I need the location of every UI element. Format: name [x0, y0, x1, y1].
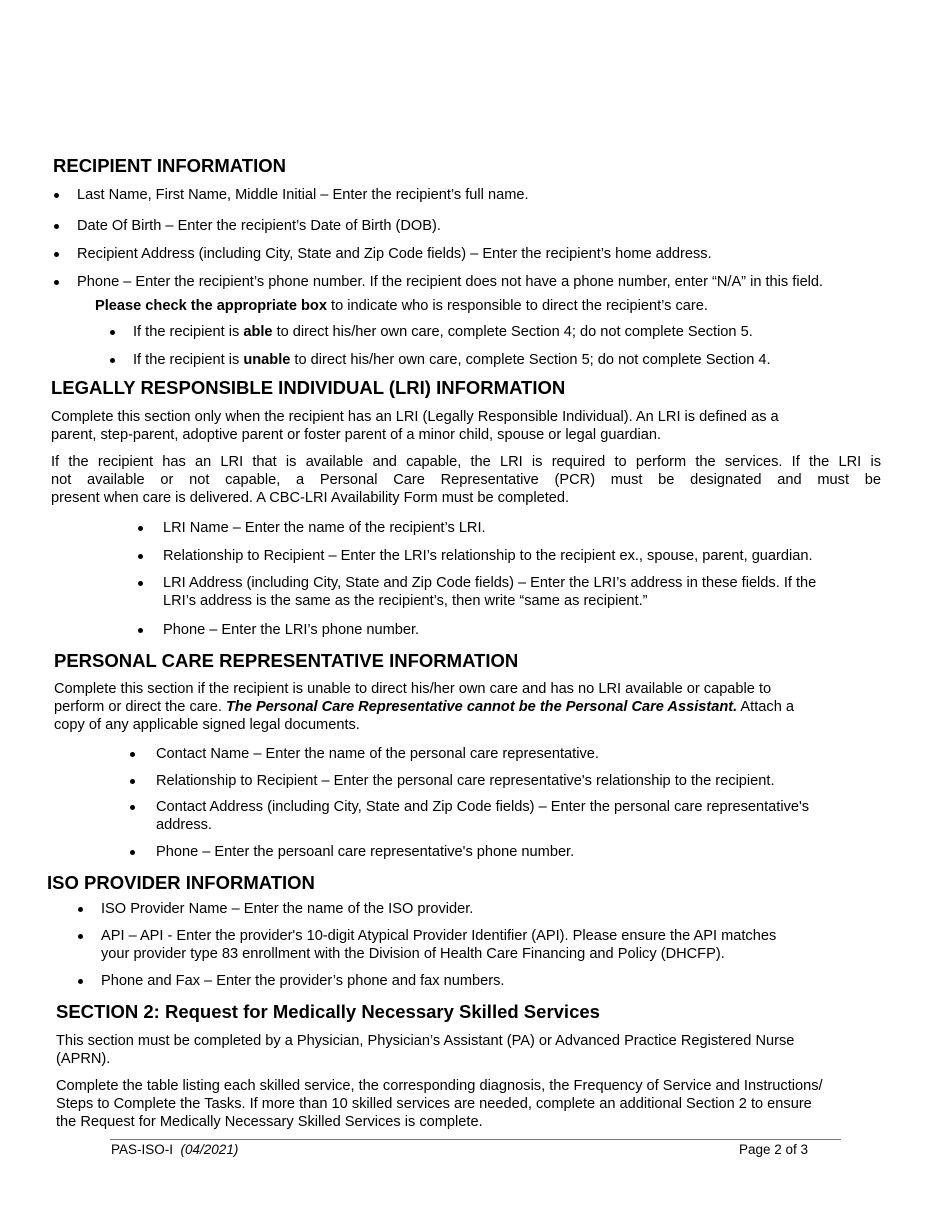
list-item-text: ISO Provider Name – Enter the name of the ISO provider. [101, 901, 474, 917]
list-item-text: Phone – Enter the recipient’s phone number. If the recipient does not have a phone number, enter “N/A” in this field. [77, 274, 824, 290]
check-instruction-rest: to indicate who is responsible to direct the recipient’s care. [326, 298, 708, 314]
footer-form-id: PAS-ISO-I (04/2021) [111, 1142, 239, 1157]
lri-paragraph-2: If the recipient has an LRI that is available and capable, the LRI is required to perform the services. If the LRI is not available or not capable, a Personal Care Representative (PCR) must be designated and must be present when care is delivered. A CBC-LRI Availability Form must be completed. [51, 454, 881, 506]
bullet [110, 358, 115, 363]
list-item-text: Phone – Enter the persoanl care representative's phone number. [156, 844, 575, 860]
bullet [54, 224, 59, 229]
pcr-heading: PERSONAL CARE REPRESENTATIVE INFORMATION [54, 650, 519, 671]
lri-heading: LEGALLY RESPONSIBLE INDIVIDUAL (LRI) INFORMATION [51, 377, 566, 398]
section2-paragraph-2: Complete the table listing each skilled service, the corresponding diagnosis, the Frequency of Service and Instructions/ Steps to Complete the Tasks. If more than 10 skilled services are needed, complete an additional Section 2 to ensure the Request for Medically Necessary Skilled Services is complete. [56, 1078, 823, 1130]
lri-paragraph-1: Complete this section only when the recipient has an LRI (Legally Responsible Individual). An LRI is defined as a parent, step-parent, adoptive parent or foster parent of a minor child, spouse or legal guardian. [51, 409, 779, 443]
bullet [138, 581, 143, 586]
list-item-text: Phone and Fax – Enter the provider’s phone and fax numbers. [101, 973, 505, 989]
bullet [130, 805, 135, 810]
section2-paragraph-1: This section must be completed by a Physician, Physician’s Assistant (PA) or Advanced Practice Registered Nurse (APRN). [56, 1033, 795, 1067]
footer-date: (04/2021) [180, 1142, 239, 1157]
recipient-heading: RECIPIENT INFORMATION [53, 155, 286, 176]
bullet [130, 752, 135, 757]
bullet [138, 526, 143, 531]
list-item-text: If the recipient is able to direct his/her own care, complete Section 4; do not complete Section 5. [133, 324, 753, 340]
list-item-text: Contact Address (including City, State and Zip Code fields) – Enter the personal care representative's address. [156, 799, 810, 833]
list-item-text: Date Of Birth – Enter the recipient’s Date of Birth (DOB). [77, 218, 441, 234]
list-item-text: Relationship to Recipient – Enter the personal care representative's relationship to the recipient. [156, 773, 775, 789]
list-item-text: If the recipient is unable to direct his/her own care, complete Section 5; do not complete Section 4. [133, 352, 771, 368]
bullet [138, 554, 143, 559]
list-item-text: API – API - Enter the provider's 10-digit Atypical Provider Identifier (API). Please ensure the API matches your provider type 83 enrollment with the Division of Health Care Financing and Policy (DHCFP). [101, 928, 777, 962]
iso-heading: ISO PROVIDER INFORMATION [47, 872, 315, 893]
list-item-text: Phone – Enter the LRI’s phone number. [163, 622, 420, 638]
check-instruction-bold: Please check the appropriate box [95, 298, 327, 314]
bullet [78, 907, 83, 912]
bullet [110, 330, 115, 335]
list-item-text: LRI Address (including City, State and Zip Code fields) – Enter the LRI’s address in these fields. If the LRI’s address is the same as the recipient’s, then write “same as recipient.” [163, 575, 817, 609]
bullet [130, 779, 135, 784]
list-item-text: LRI Name – Enter the name of the recipient’s LRI. [163, 520, 486, 536]
bullet [78, 934, 83, 939]
footer-divider [110, 1139, 841, 1140]
list-item-text: Relationship to Recipient – Enter the LRI’s relationship to the recipient ex., spouse, parent, guardian. [163, 548, 813, 564]
list-item-text: Recipient Address (including City, State and Zip Code fields) – Enter the recipient’s home address. [77, 246, 712, 262]
footer-page-number: Page 2 of 3 [739, 1142, 809, 1157]
bullet [54, 280, 59, 285]
check-instruction [95, 297, 708, 315]
bullet [138, 628, 143, 633]
bullet [78, 979, 83, 984]
bullet [54, 252, 59, 257]
bullet [130, 850, 135, 855]
bullet [54, 193, 59, 198]
pcr-paragraph: Complete this section if the recipient is unable to direct his/her own care and has no LRI available or capable to perform or direct the care. The Personal Care Representative cannot be the Personal Care Assistant. Attach a copy of any applicable signed legal documents. [54, 681, 794, 733]
list-item-text: Last Name, First Name, Middle Initial – Enter the recipient’s full name. [77, 187, 529, 203]
list-item-text: Contact Name – Enter the name of the personal care representative. [156, 746, 599, 762]
section2-heading: SECTION 2: Request for Medically Necessary Skilled Services [56, 1001, 600, 1022]
